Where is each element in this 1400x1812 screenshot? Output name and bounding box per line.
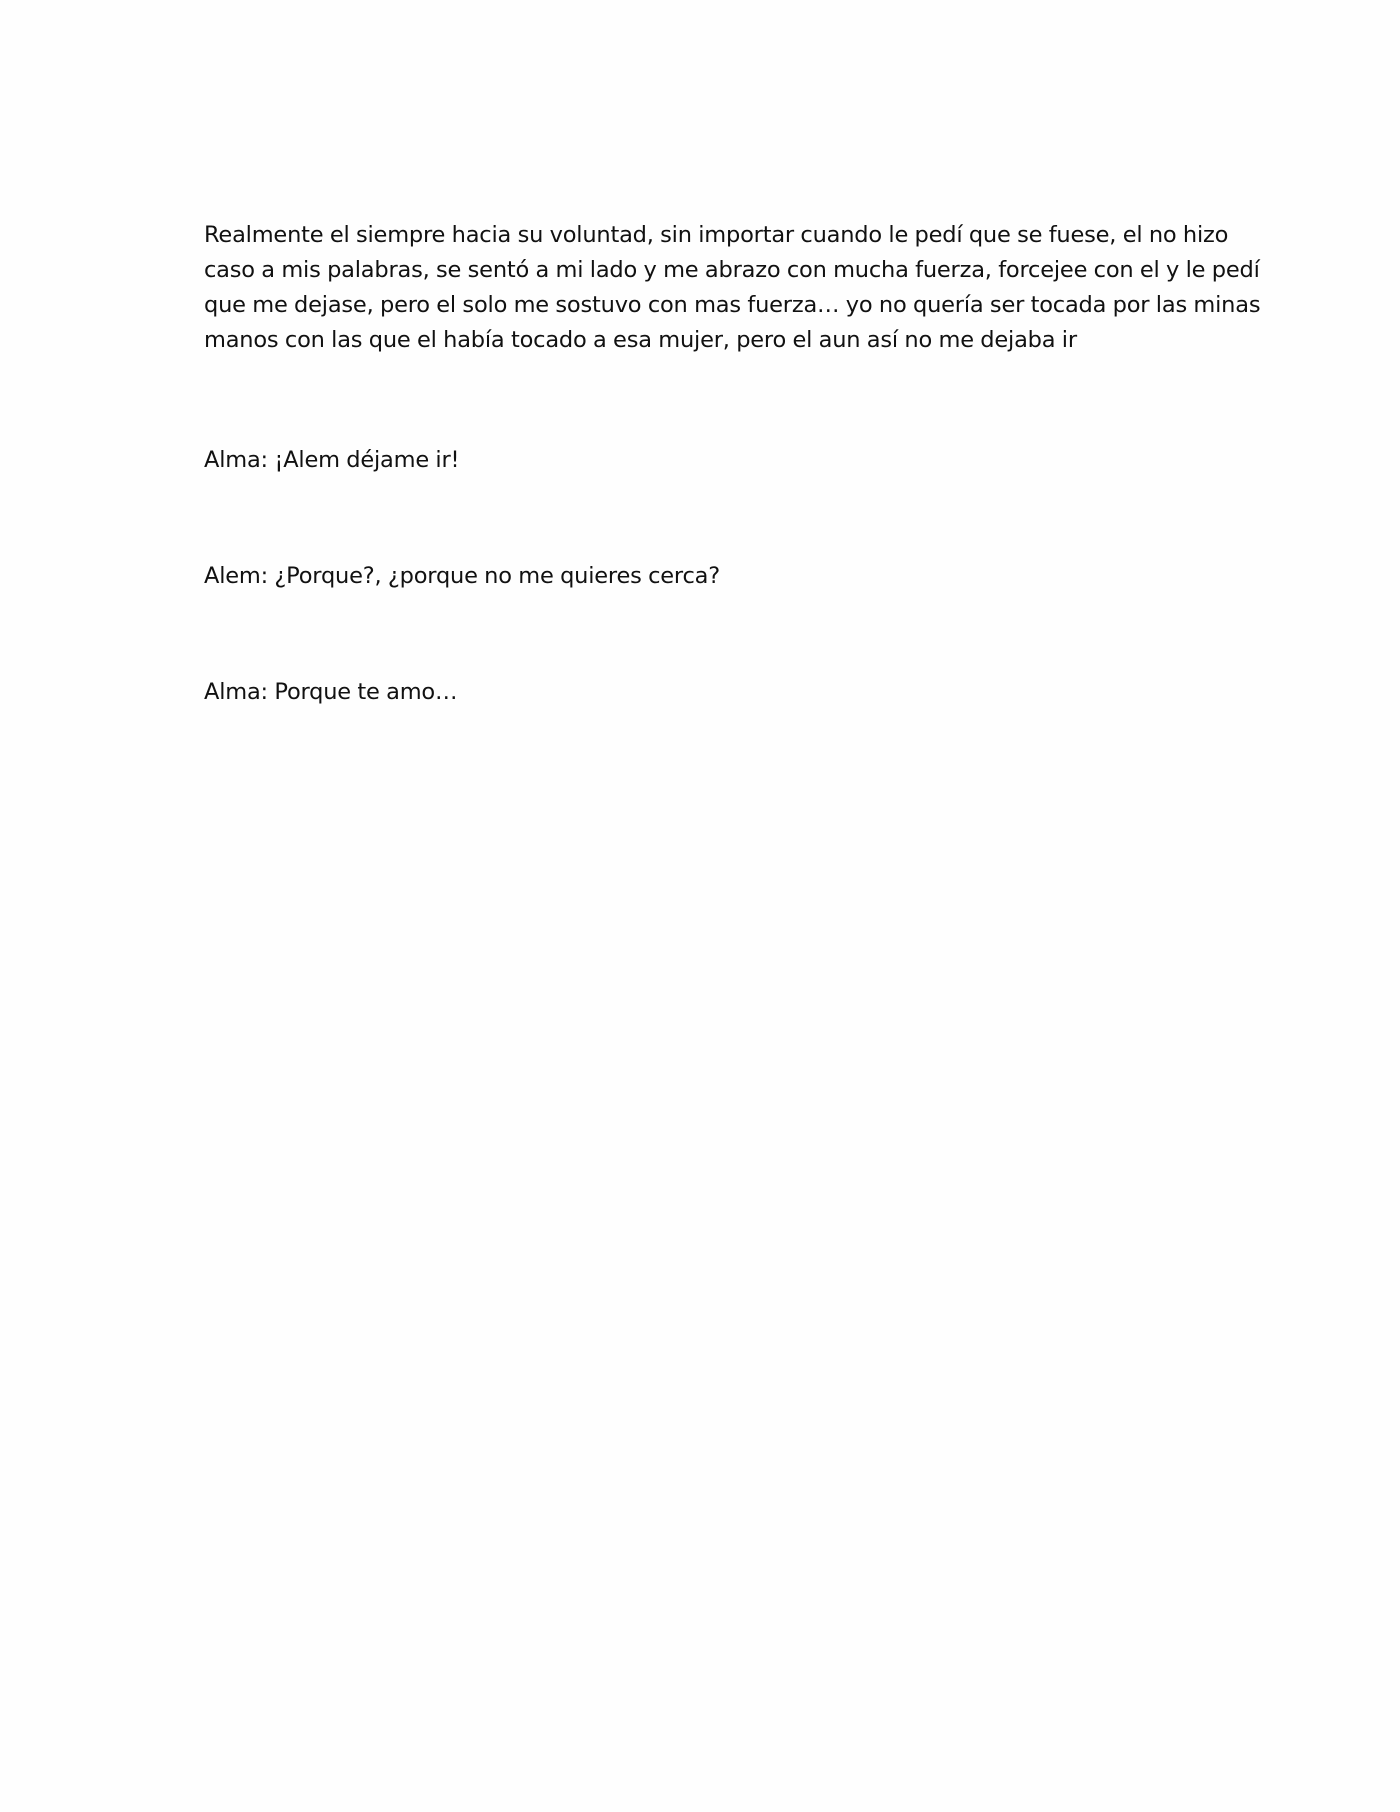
paragraph-line: manos con las que el había tocado a esa mujer, pero el aun así no me dejaba ir	[204, 327, 1077, 353]
paragraph-line: Realmente el siempre hacia su voluntad, sin importar cuando le pedí que se fuese, el no hizo	[204, 222, 1229, 248]
dialogue-line-alma-1: Alma: ¡Alem déjame ir!	[204, 447, 460, 473]
paragraph-line: que me dejase, pero el solo me sostuvo con mas fuerza… yo no quería ser tocada por las minas	[204, 292, 1261, 318]
dialogue-line-alem: Alem: ¿Porque?, ¿porque no me quieres cerca?	[204, 563, 720, 589]
paragraph-line: caso a mis palabras, se sentó a mi lado y me abrazo con mucha fuerza, forcejee con el y le pedí	[204, 257, 1260, 283]
dialogue-line-alma-2: Alma: Porque te amo…	[204, 679, 458, 705]
narrative-paragraph	[204, 218, 1261, 358]
